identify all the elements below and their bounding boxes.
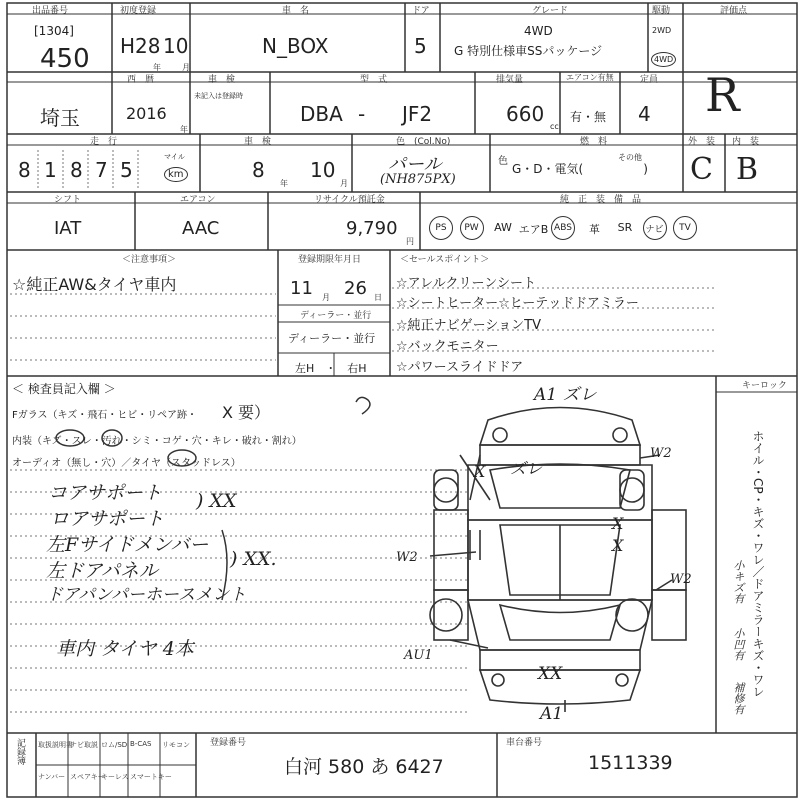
registration-month: 10: [163, 34, 189, 58]
grade-label: グレード: [532, 6, 569, 16]
car-name: N_BOX: [262, 34, 329, 58]
damage-mark-w2-right: W2: [670, 572, 692, 587]
recycle-label: リサイクル預託金: [314, 195, 385, 205]
displacement: 660: [506, 102, 545, 126]
sale-point: ☆バックモニター: [396, 339, 499, 354]
model-year: 2016: [126, 104, 167, 123]
doors-label: ドア: [412, 6, 430, 16]
damage-mark-zure: ズレ: [510, 459, 543, 478]
grade-name: G 特別仕様車SSパッケージ: [454, 44, 603, 58]
ac-option: 有・無: [570, 110, 607, 124]
color-name: パール: [388, 154, 442, 175]
equipment-item: PS: [429, 216, 453, 240]
equipment-item: SR: [617, 221, 633, 234]
inspector-label: ＜ 検査員記入欄 ＞: [12, 382, 116, 396]
accessory-label: リモコン: [162, 741, 190, 749]
drive-2wd: 2WD: [652, 26, 672, 35]
plate-number-label: 登録番号: [210, 738, 247, 748]
exterior-grade: C: [690, 152, 713, 187]
recycle-amount: 9,790: [346, 218, 398, 239]
handwritten-note: 左ドアパネル: [46, 560, 158, 582]
mileage-unit-mile: マイル: [164, 153, 185, 161]
model-label: 型 式: [360, 75, 388, 85]
side-note-small-scratch: 小キズ有: [732, 560, 745, 604]
damage-mark-au1: AU1: [404, 648, 433, 663]
chassis-number: 1511339: [588, 752, 673, 774]
model-dash: -: [358, 102, 366, 126]
handwritten-mark: ) XX: [196, 490, 237, 512]
lot-code: [1304]: [34, 24, 74, 38]
car-name-label: 車 名: [282, 6, 310, 16]
handwritten-note: ドアパンパーホースメント: [46, 585, 247, 605]
equipment-item: エアB: [518, 223, 549, 236]
interior-line: 内装（キズ・スレ・汚れ・シミ・コゲ・穴・キレ・破れ・割れ）: [12, 436, 302, 447]
equipment-item: TV: [673, 216, 697, 240]
seats-label: 定員: [640, 75, 659, 85]
model-code: JF2: [402, 102, 433, 126]
sale-point: ☆アレルクリーンシート: [396, 276, 536, 291]
evaluation-score: R: [705, 68, 740, 122]
shaken-month-unit: 月: [340, 179, 348, 188]
fuel-options: G・D・電気( ): [512, 162, 648, 176]
inspection-note: 未記入は登録時: [194, 92, 243, 100]
prefecture: 埼玉: [40, 106, 80, 130]
handwritten-note: 車内 タイヤ 4本: [56, 638, 194, 660]
damage-mark-x: X: [474, 462, 486, 481]
mileage-digit: 7: [95, 158, 108, 182]
side-note-repair: 補修有: [732, 682, 745, 715]
accessory-label: ナンバー: [38, 773, 66, 781]
accessory-label: ナビ取説: [70, 741, 98, 749]
interior-label: 内 装: [732, 137, 760, 147]
equipment-item: ABS: [551, 216, 575, 240]
shift-type: IAT: [54, 218, 82, 239]
registration-expiry-day: 26: [344, 278, 367, 299]
shaken-year: 8: [252, 158, 265, 182]
sale-points-label: ＜セールスポイント＞: [400, 255, 490, 265]
handwritten-note: 左Fサイドメンバー: [46, 534, 209, 556]
color-label: 色 (Col.No): [396, 137, 451, 147]
damage-mark-w2-left: W2: [396, 550, 418, 565]
glass-replace: X 要）: [222, 403, 271, 422]
handwritten-mark: ) XX.: [230, 548, 277, 570]
aircon-label: エアコン: [180, 195, 216, 205]
door-count: 5: [414, 34, 427, 58]
damage-mark-a1-bottom: A1: [540, 704, 564, 724]
mileage-label: 走 行: [90, 137, 118, 147]
exterior-label: 外 装: [688, 137, 716, 147]
mileage-unit-km: km: [164, 167, 188, 182]
sale-point: ☆シートヒーター☆ヒーテッドドアミラー: [396, 296, 639, 311]
key-lock-label: キーロック: [742, 381, 787, 391]
drive-label: 駆動: [652, 6, 671, 16]
aircon-type: AAC: [182, 218, 220, 239]
drive-4wd-circled: 4WD: [651, 52, 676, 67]
equipment-label: 純 正 装 備 品: [560, 195, 642, 205]
accessory-label: キーレス: [101, 773, 129, 781]
inspection-label: 車 検: [208, 75, 236, 85]
lot-number: 450: [40, 44, 90, 74]
score-label: 評価点: [720, 6, 748, 16]
registration-expiry-month: 11: [290, 278, 313, 299]
damage-mark-a1-top: A1 ズレ: [534, 385, 597, 405]
shift-label: シフト: [54, 195, 82, 205]
equipment-item: 革: [589, 223, 600, 236]
equipment-item: ナビ: [643, 216, 667, 240]
notes-label: ＜注意事項＞: [122, 255, 177, 265]
wheel-mirror-note: ホイル・CP・キズ・ワレ／ドアミラーキズ・ワレ: [751, 430, 765, 698]
registration-expiry-day-unit: 日: [374, 293, 382, 302]
equipment-item: AW: [494, 221, 512, 234]
plate-number: 白河 580 あ 6427: [284, 756, 444, 778]
model-year-unit: 年: [180, 125, 188, 134]
mileage-digit: 1: [44, 158, 57, 182]
registration-month-unit: 月: [182, 63, 190, 72]
registration-era: H28: [120, 34, 161, 58]
handwritten-note: ロアサポート: [50, 508, 165, 530]
model-year-label: 西 暦: [127, 75, 155, 85]
audio-tire-line: オーディオ（無し・穴）／タイヤ（スタッドレス）: [12, 458, 241, 469]
steering-side: 左H ・ 右H: [295, 362, 367, 375]
fuel-label: 燃 料: [580, 137, 608, 147]
registration-expiry-month-unit: 月: [322, 293, 330, 302]
dealer-parallel: ディーラー・並行: [288, 332, 376, 345]
recycle-unit: 円: [406, 237, 414, 246]
registration-expiry-label: 登録期限年月日: [298, 255, 362, 265]
interior-grade: B: [736, 152, 759, 187]
accessory-label: 取扱説明書: [38, 741, 73, 749]
accessory-label: B-CAS: [130, 740, 152, 748]
fuel-color-label: 色: [498, 156, 508, 167]
damage-mark-x: X: [612, 514, 624, 533]
cc-unit: cc: [550, 122, 559, 131]
damage-mark-xx-rear: XX: [538, 664, 563, 684]
sale-point: ☆パワースライドドア: [396, 360, 524, 375]
ac-label: エアコン有無: [566, 73, 614, 82]
shaken-year-unit: 年: [280, 179, 288, 188]
accessory-label: スペアキー: [70, 773, 105, 781]
accessory-label: スマートキー: [130, 773, 172, 781]
inspection-label-2: 車 検: [244, 137, 272, 147]
drive-type: 4WD: [524, 24, 553, 38]
glass-line: Fガラス（キズ・飛石・ヒビ・リペア跡・: [12, 410, 198, 421]
mileage-digit: 8: [70, 158, 83, 182]
sale-point: ☆純正ナビゲーションTV: [396, 318, 541, 333]
side-note-small-dent: 小凹有: [732, 628, 745, 661]
shaken-month: 10: [310, 158, 336, 182]
damage-mark-w2-front: W2: [650, 446, 672, 461]
displacement-label: 排気量: [496, 75, 524, 85]
chassis-number-label: 車台番号: [506, 738, 543, 748]
model-prefix: DBA: [300, 102, 343, 126]
equipment-item: PW: [460, 216, 484, 240]
damage-mark-x: X: [612, 536, 624, 555]
seat-count: 4: [638, 102, 651, 126]
accessory-label: ロム/SD: [101, 741, 128, 749]
first-registration-label: 初度登録: [120, 6, 157, 16]
color-code: (NH875PX): [380, 172, 456, 187]
record-book-label: 記録簿: [15, 738, 25, 765]
notes-text: ☆純正AW&タイヤ車内: [12, 275, 177, 294]
import-type-label: ディーラー・並行: [300, 311, 372, 321]
handwritten-note: コアサポート: [48, 482, 163, 504]
lot-number-label: 出品番号: [32, 6, 69, 16]
fuel-other: その他: [618, 153, 642, 162]
mileage-digit: 5: [120, 158, 133, 182]
mileage-digit: 8: [18, 158, 31, 182]
registration-year-unit: 年: [153, 63, 161, 72]
